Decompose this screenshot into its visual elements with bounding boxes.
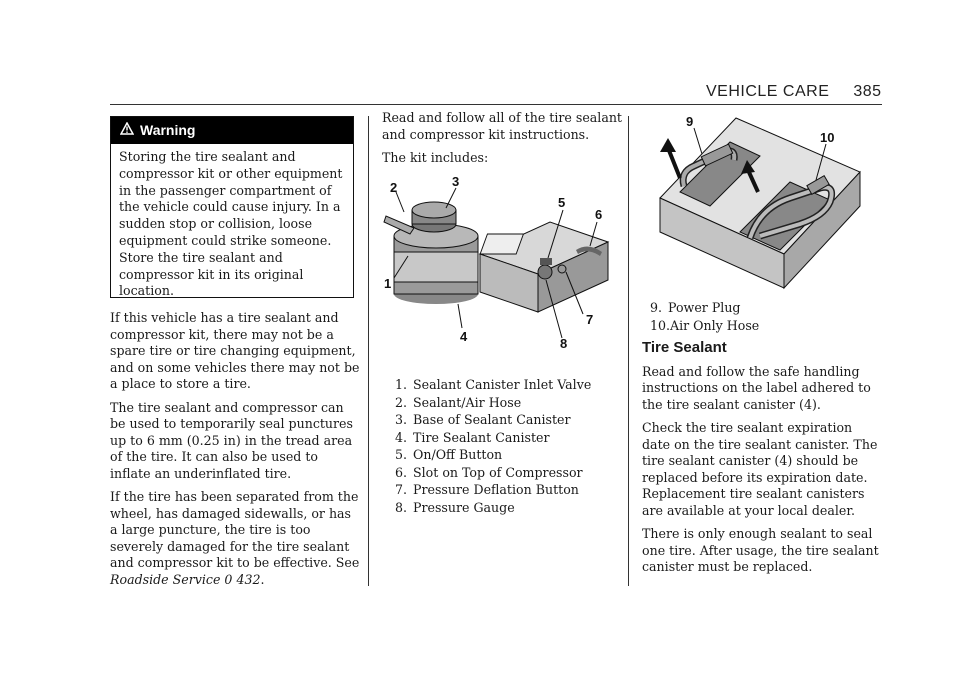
sealant-kit-figure <box>380 172 612 352</box>
list-item: 1. Sealant Canister Inlet Valve <box>395 377 592 392</box>
expiration-paragraph: Check the tire sealant expiration date on the tire sealant canister. The tire sealant canister (4) should be replaced before its expiration date. Replacement tire sealant canisters are available at your local dealer. <box>642 420 878 518</box>
damage-paragraph: If the tire has been separated from the wheel, has damaged sidewalls, or has a large puncture, the tire is too severely damaged for the tire sealant and compressor kit to be effective. See Roadside Service 0 432. <box>110 489 360 587</box>
page-reference[interactable]: 0 432 <box>224 571 261 587</box>
column-divider-2 <box>628 116 629 586</box>
kit-includes-label: The kit includes: <box>382 150 489 165</box>
roadside-service-link[interactable]: Roadside Service <box>110 571 221 587</box>
callout-4: 4 <box>460 329 468 344</box>
column-3 <box>642 300 882 583</box>
column-1 <box>110 310 360 595</box>
callout-9: 9 <box>686 114 694 129</box>
list-item: 10.Air Only Hose <box>650 317 760 333</box>
warning-title: Warning <box>140 122 196 138</box>
intro-paragraph: If this vehicle has a tire sealant and compressor kit, there may not be a spare tire or tire changing equipment, and on some vehicles there may not be a place to store a tire. <box>110 310 360 391</box>
callout-2: 2 <box>390 180 398 195</box>
list-item: 2. Sealant/Air Hose <box>395 394 522 410</box>
callout-8: 8 <box>560 336 568 351</box>
warning-text: Storing the tire sealant and compressor kit or other equipment in the passenger compartment of the vehicle could cause injury. In a sudden stop or collision, loose equipment could strike someone. Store the tire sealant and compressor kit in its original location. <box>119 149 343 299</box>
compressor-illustration <box>480 222 608 312</box>
section-title: VEHICLE CARE <box>706 83 830 100</box>
callout-5: 5 <box>558 195 566 210</box>
list-item: 9. Power Plug <box>650 300 741 315</box>
warning-title-bar <box>111 117 353 144</box>
list-item: 6. Slot on Top of Compressor <box>395 464 583 480</box>
callout-1: 1 <box>384 276 392 291</box>
list-item: 3. Base of Sealant Canister <box>395 412 571 427</box>
tire-sealant-heading: Tire Sealant <box>642 339 727 356</box>
callout-10: 10 <box>820 130 835 145</box>
list-item: 8. Pressure Gauge <box>395 499 515 515</box>
running-header <box>706 83 882 101</box>
handling-paragraph: Read and follow the safe handling instructions on the label adhered to the tire sealant canister (4). <box>642 363 871 412</box>
compressor-hoses-figure <box>640 112 880 300</box>
callout-3: 3 <box>452 174 460 189</box>
list-item: 4. Tire Sealant Canister <box>395 429 550 445</box>
warning-box <box>110 116 354 298</box>
column-divider-1 <box>368 116 369 586</box>
column-2-intro <box>382 110 622 174</box>
usage-limit-paragraph: There is only enough sealant to seal one tire. After usage, the tire sealant canister must be replaced. <box>642 526 879 574</box>
callout-7: 7 <box>586 312 594 327</box>
list-item: 5. On/Off Button <box>395 447 503 462</box>
warning-icon <box>120 117 134 144</box>
kit-parts-list <box>395 377 620 517</box>
list-item: 7. Pressure Deflation Button <box>395 482 579 497</box>
usage-paragraph: The tire sealant and compressor can be used to temporarily seal punctures up to 6 mm (0.25 in) in the tread area of the tire. It can also be used to inflate an underinflated tire. <box>110 399 353 481</box>
page-number: 385 <box>853 83 882 100</box>
sealant-canister-illustration <box>384 202 478 304</box>
callout-6: 6 <box>595 207 603 222</box>
header-divider <box>110 104 882 105</box>
instructions-paragraph: Read and follow all of the tire sealant and compressor kit instructions. <box>382 110 622 142</box>
